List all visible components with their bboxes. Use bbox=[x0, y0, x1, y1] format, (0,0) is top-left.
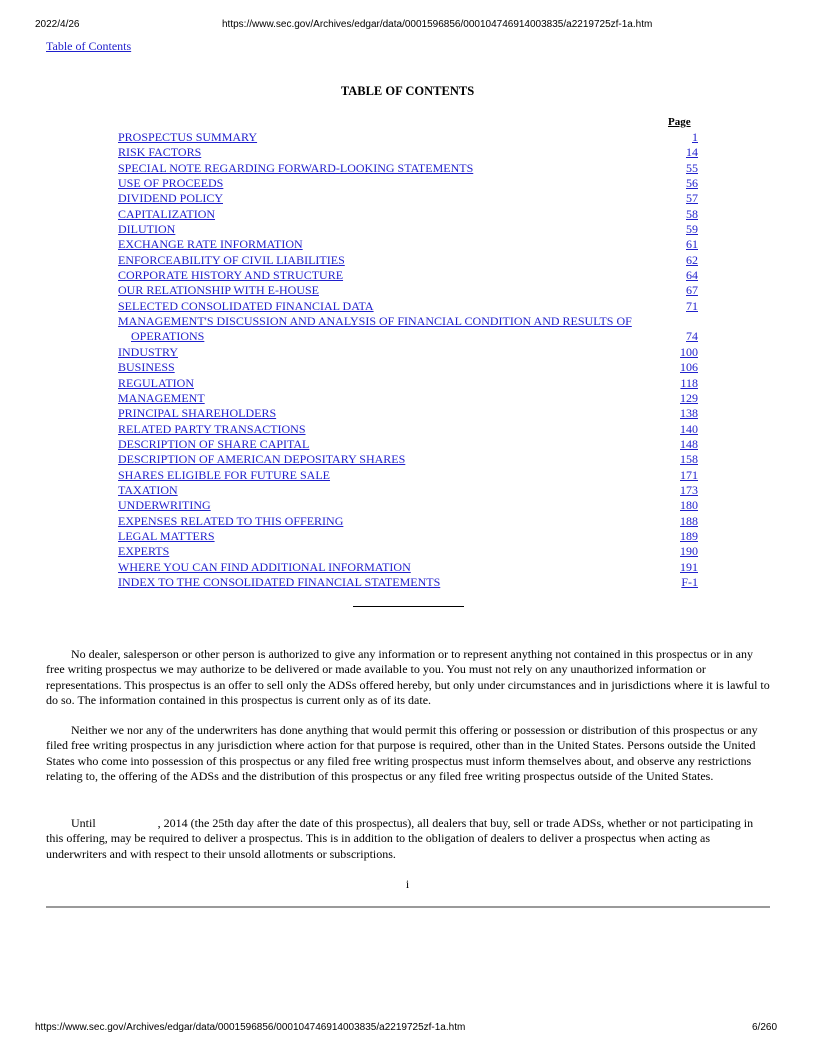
toc-entry bbox=[118, 299, 698, 314]
toc-entry bbox=[118, 253, 698, 268]
toc-entry-page-link[interactable]: 57 bbox=[686, 191, 698, 206]
toc-entry-page-link[interactable]: 118 bbox=[680, 375, 698, 390]
toc-entry bbox=[118, 161, 698, 176]
toc-entry-title-link[interactable]: REGULATION bbox=[118, 375, 194, 390]
toc-entry-title-link[interactable]: USE OF PROCEEDS bbox=[118, 176, 224, 191]
toc-entry bbox=[118, 406, 698, 421]
toc-entry bbox=[118, 560, 698, 575]
toc-entry-title-link[interactable]: LEGAL MATTERS bbox=[118, 528, 215, 543]
toc-entry-page-link[interactable]: 74 bbox=[686, 329, 698, 344]
notice-paragraph-3 bbox=[46, 816, 770, 862]
toc-entry-title-link[interactable]: DESCRIPTION OF AMERICAN DEPOSITARY SHARES bbox=[118, 452, 406, 467]
toc-entry-title-link[interactable]: SPECIAL NOTE REGARDING FORWARD-LOOKING STATEMENTS bbox=[118, 160, 474, 175]
toc-entry-page-link[interactable]: 171 bbox=[680, 467, 698, 482]
toc-entry-title-link[interactable]: PRINCIPAL SHAREHOLDERS bbox=[118, 406, 277, 421]
notice-paragraph-1: No dealer, salesperson or other person is authorized to give any information or to represent anything not contained in this prospectus or in any free writing prospectus we may authorize to be delivered or made available to you. You must not rely on any unauthorized information or representations. This prospectus is an offer to sell only the ADSs offered hereby, but only under circumstances and in jurisdictions where it is lawful to do so. The information contained in this prospectus is current only as of its date. bbox=[46, 647, 770, 707]
toc-entry bbox=[118, 360, 698, 375]
toc-entry-page-link[interactable]: 64 bbox=[686, 268, 698, 283]
toc-entry-title-link[interactable]: WHERE YOU CAN FIND ADDITIONAL INFORMATION bbox=[118, 559, 411, 574]
print-date: 2022/4/26 bbox=[35, 19, 80, 30]
toc-entry-page-link[interactable]: 55 bbox=[686, 160, 698, 175]
toc-entry-title-link[interactable]: MANAGEMENT bbox=[118, 390, 205, 405]
toc-entry-page-link[interactable]: 140 bbox=[680, 421, 698, 436]
toc-entry-title-link[interactable]: PROSPECTUS SUMMARY bbox=[118, 130, 258, 144]
toc-entry-title-link[interactable]: MANAGEMENT'S DISCUSSION AND ANALYSIS OF FINANCIAL CONDITION AND RESULTS OF bbox=[118, 314, 632, 329]
toc-entry-title-link[interactable]: CAPITALIZATION bbox=[118, 206, 216, 221]
toc-entry-page-link[interactable]: F-1 bbox=[681, 574, 698, 589]
toc-entry-title-link[interactable]: SELECTED CONSOLIDATED FINANCIAL DATA bbox=[118, 298, 374, 313]
toc-entry-page-link[interactable]: 14 bbox=[686, 145, 698, 160]
toc-entry-page-link[interactable]: 189 bbox=[680, 528, 698, 543]
toc-entry-title-link[interactable]: DILUTION bbox=[118, 222, 176, 237]
toc-entry bbox=[118, 314, 698, 345]
toc-entry-page-link[interactable]: 129 bbox=[680, 390, 698, 405]
toc-entry-page-link[interactable]: 62 bbox=[686, 252, 698, 267]
toc-entry bbox=[118, 268, 698, 283]
toc-entry bbox=[118, 191, 698, 206]
toc-entry-page-link[interactable]: 138 bbox=[680, 406, 698, 421]
toc-entry-page-link[interactable]: 100 bbox=[680, 344, 698, 359]
toc-list bbox=[118, 130, 698, 590]
short-divider bbox=[353, 606, 464, 607]
toc-entry-title-continuation-link[interactable]: OPERATIONS bbox=[131, 329, 205, 344]
toc-entry-title-link[interactable]: INDUSTRY bbox=[118, 344, 179, 359]
toc-entry-page-link[interactable]: 1 bbox=[692, 130, 698, 144]
toc-entry-title-link[interactable]: EXPENSES RELATED TO THIS OFFERING bbox=[118, 513, 344, 528]
page-number: i bbox=[405, 877, 410, 891]
toc-entry bbox=[118, 391, 698, 406]
print-url: https://www.sec.gov/Archives/edgar/data/0001596856/000104746914003835/a2219725zf-1a.htm bbox=[222, 19, 653, 30]
toc-entry bbox=[118, 544, 698, 559]
toc-entry-page-link[interactable]: 106 bbox=[680, 360, 698, 375]
toc-entry-title-link[interactable]: DIVIDEND POLICY bbox=[118, 191, 223, 206]
toc-entry bbox=[118, 130, 698, 145]
toc-entry-page-link[interactable]: 188 bbox=[680, 513, 698, 528]
toc-entry-page-link[interactable]: 58 bbox=[686, 206, 698, 221]
toc-entry-title-link[interactable]: BUSINESS bbox=[118, 360, 175, 375]
toc-entry-page-link[interactable]: 67 bbox=[686, 283, 698, 298]
toc-entry-page-link[interactable]: 158 bbox=[680, 452, 698, 467]
toc-entry-title-link[interactable]: INDEX TO THE CONSOLIDATED FINANCIAL STATEMENTS bbox=[118, 574, 441, 589]
toc-entry-page-link[interactable]: 173 bbox=[680, 482, 698, 497]
toc-entry bbox=[118, 422, 698, 437]
toc-entry-page-link[interactable]: 148 bbox=[680, 436, 698, 451]
toc-entry bbox=[118, 207, 698, 222]
until-word: Until bbox=[71, 816, 96, 830]
toc-entry-page-link[interactable]: 190 bbox=[680, 544, 698, 559]
toc-entry bbox=[118, 452, 698, 467]
toc-entry bbox=[118, 237, 698, 252]
toc-entry bbox=[118, 575, 698, 590]
toc-entry-title-link[interactable]: EXCHANGE RATE INFORMATION bbox=[118, 237, 303, 252]
footer-url: https://www.sec.gov/Archives/edgar/data/0001596856/000104746914003835/a2219725zf-1a.htm bbox=[35, 1022, 466, 1033]
toc-entry-page-link[interactable]: 59 bbox=[686, 222, 698, 237]
table-of-contents-link[interactable]: Table of Contents bbox=[46, 39, 132, 53]
toc-entry-title-link[interactable]: UNDERWRITING bbox=[118, 498, 211, 513]
page-title: TABLE OF CONTENTS bbox=[340, 84, 475, 98]
toc-entry bbox=[118, 376, 698, 391]
toc-entry-page-link[interactable]: 56 bbox=[686, 176, 698, 191]
toc-entry-title-link[interactable]: CORPORATE HISTORY AND STRUCTURE bbox=[118, 268, 344, 283]
toc-entry-title-link[interactable]: ENFORCEABILITY OF CIVIL LIABILITIES bbox=[118, 252, 345, 267]
toc-entry bbox=[118, 345, 698, 360]
toc-entry-title-link[interactable]: TAXATION bbox=[118, 482, 178, 497]
toc-entry-title-link[interactable]: DESCRIPTION OF SHARE CAPITAL bbox=[118, 436, 310, 451]
toc-entry-title-link[interactable]: RELATED PARTY TRANSACTIONS bbox=[118, 421, 306, 436]
toc-entry-page-link[interactable]: 61 bbox=[686, 237, 698, 252]
toc-entry-title-link[interactable]: EXPERTS bbox=[118, 544, 170, 559]
toc-entry bbox=[118, 437, 698, 452]
toc-entry-title-link[interactable]: SHARES ELIGIBLE FOR FUTURE SALE bbox=[118, 467, 331, 482]
toc-entry bbox=[118, 498, 698, 513]
bottom-divider bbox=[46, 906, 770, 908]
page-column-label: Page bbox=[668, 116, 691, 128]
notice-paragraph-2: Neither we nor any of the underwriters has done anything that would permit this offering or possession or distribution of this prospectus or any filed free writing prospectus in any jurisdiction where action for that purpose is required, other than in the United States. Persons outside the United States who come into possession of this prospectus or any filed free writing prospectus must inform themselves about, and observe any restrictions relating to, the offering of the ADSs and the distribution of this prospectus or any filed free writing prospectus outside of the United States. bbox=[46, 723, 758, 783]
toc-entry-page-link[interactable]: 191 bbox=[680, 559, 698, 574]
footer-page-count: 6/260 bbox=[752, 1022, 778, 1033]
toc-entry bbox=[118, 468, 698, 483]
toc-entry-title-link[interactable]: OUR RELATIONSHIP WITH E-HOUSE bbox=[118, 283, 319, 298]
toc-entry-title-link[interactable]: RISK FACTORS bbox=[118, 145, 202, 160]
toc-entry bbox=[118, 145, 698, 160]
toc-entry-page-link[interactable]: 180 bbox=[680, 498, 698, 513]
toc-entry bbox=[118, 176, 698, 191]
until-rest: , 2014 (the 25th day after the date of this prospectus), all dealers that buy, sell or trade ADSs, whether or not participating in this offering, may be required to deliver a prospectus. This is in addition to the obligation of dealers to deliver a prospectus when acting as underwriters and with respect to their unsold allotments or subscriptions. bbox=[46, 816, 754, 861]
toc-entry bbox=[118, 222, 698, 237]
toc-entry bbox=[118, 514, 698, 529]
toc-entry bbox=[118, 483, 698, 498]
toc-entry bbox=[118, 283, 698, 298]
toc-entry-page-link[interactable]: 71 bbox=[686, 298, 698, 313]
toc-entry bbox=[118, 529, 698, 544]
